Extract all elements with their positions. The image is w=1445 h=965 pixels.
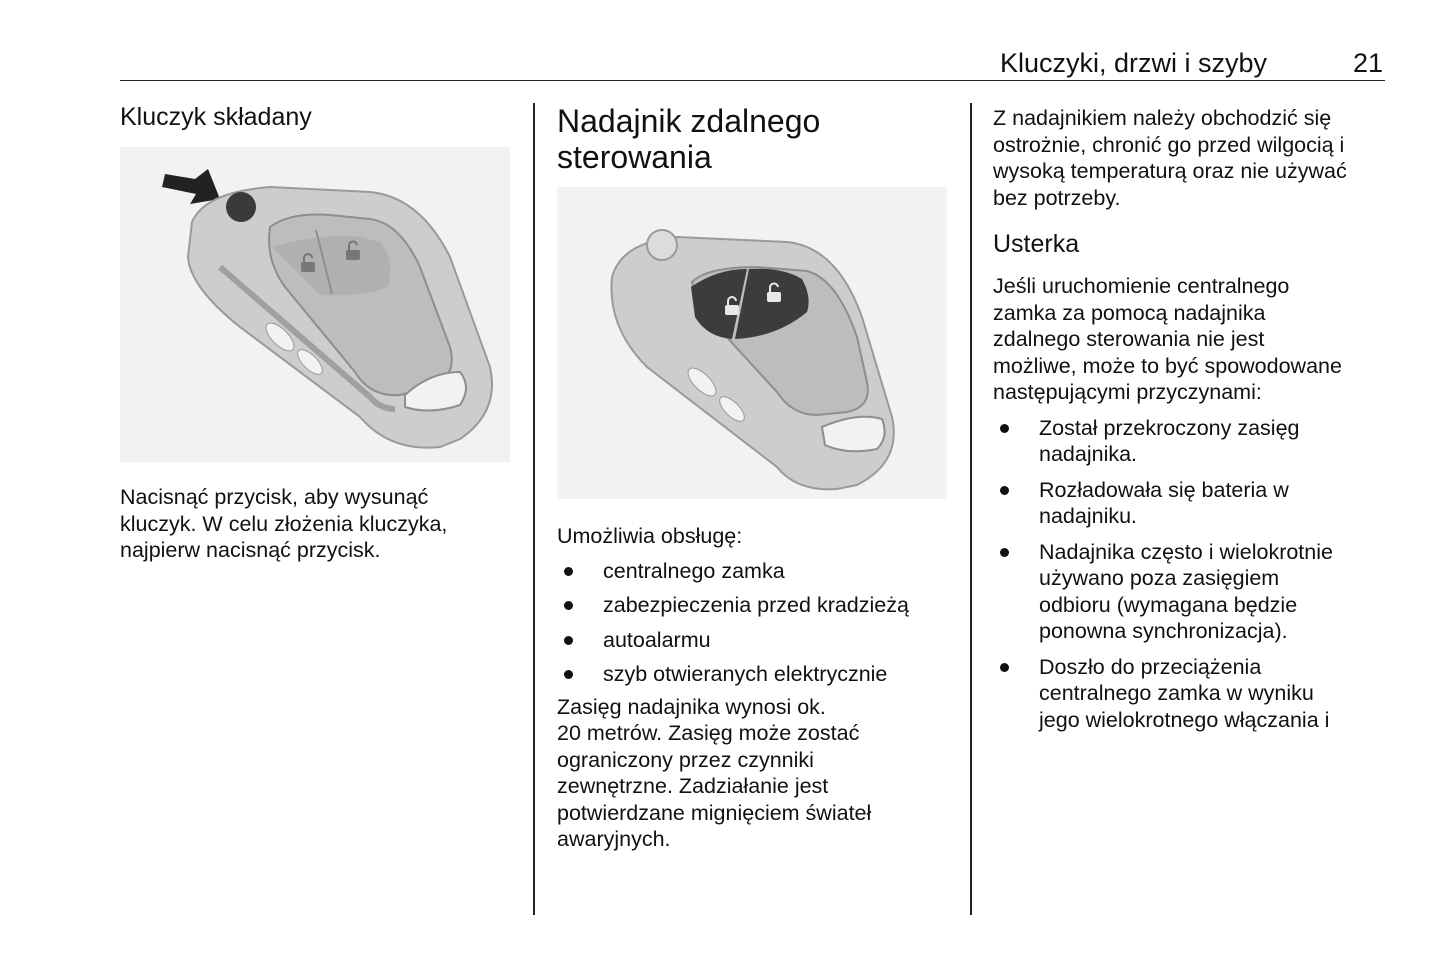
text-line: kluczyk. W celu złożenia kluczyka, (120, 511, 448, 536)
bullet-icon (1000, 486, 1009, 495)
running-header (120, 46, 1385, 81)
text-line: zamka za pomocą nadajnika (993, 300, 1266, 325)
bullet-icon (564, 670, 573, 679)
text-line: bez potrzeby. (993, 185, 1121, 210)
list-item: Doszło do przeciążenia centralnego zamka w wyniku jego wielokrotnego włączania i (993, 654, 1393, 734)
subheading-fault: Usterka (993, 230, 1080, 258)
fault-intro (993, 273, 1393, 406)
text-line: awaryjnych. (557, 827, 671, 851)
list-item: szyb otwieranych elektrycznie (557, 661, 952, 688)
text-line: możliwe, może to być spowodowane (993, 353, 1342, 378)
heading-line: sterowania (557, 139, 712, 175)
column-divider-2 (970, 103, 972, 915)
text-line: Nacisnąć przycisk, aby wysunąć (120, 485, 429, 509)
bullet-icon (1000, 548, 1009, 557)
remote-illustration (557, 187, 947, 499)
bullet-icon (564, 636, 573, 645)
text-line: ograniczony przez czynniki (557, 747, 814, 772)
heading-line: Nadajnik zdalnego (557, 103, 821, 139)
list-item: Został przekroczony zasięg nadajnika. (993, 415, 1393, 468)
list-item: Nadajnika często i wielokrotnie używano poza zasięgiem odbioru (wymagana będzie ponowna synchronizacja). (993, 539, 1393, 645)
release-button (226, 192, 256, 222)
folding-key-caption (120, 484, 520, 564)
functions-intro: Umożliwia obsługę: (557, 524, 743, 548)
bullet-icon (564, 601, 573, 610)
page-number: 21 (1352, 48, 1383, 78)
list-item: autoalarmu (557, 627, 952, 654)
folding-key-figure (120, 147, 510, 462)
functions-list (557, 558, 952, 688)
text-line: najpierw nacisnąć przycisk. (120, 538, 381, 562)
bullet-icon (1000, 663, 1009, 672)
range-paragraph (557, 694, 952, 853)
text-line: wysoką temperaturą oraz nie używać (993, 159, 1347, 183)
bullet-icon (564, 567, 573, 576)
text-line: ostrożnie, chronić go przed wilgocią i (993, 132, 1345, 157)
column-folding-key (120, 100, 520, 564)
text-line: Zasięg nadajnika wynosi ok. (557, 694, 826, 719)
section-heading-folding-key: Kluczyk składany (120, 103, 312, 131)
text-line: Z nadajnikiem należy obchodzić się (993, 106, 1332, 130)
fault-causes-list (993, 415, 1393, 734)
text-line: 20 metrów. Zasięg może zostać (557, 721, 860, 745)
column-care-and-faults (993, 100, 1393, 733)
list-item: centralnego zamka (557, 558, 952, 585)
arrow-icon (162, 169, 220, 204)
folding-key-illustration (120, 147, 510, 462)
list-item: zabezpieczenia przed kradzieżą (557, 592, 952, 619)
text-line: zewnętrzne. Zadziałanie jest (557, 774, 829, 798)
list-item: Rozładowała się bateria w nadajniku. (993, 477, 1393, 530)
care-paragraph (993, 105, 1393, 211)
section-heading-remote (557, 103, 952, 175)
text-line: następującymi przyczynami: (993, 380, 1262, 404)
remote-figure (557, 187, 947, 499)
text-line: potwierdzane mignięciem świateł (557, 800, 872, 825)
column-divider-1 (533, 103, 535, 915)
column-remote-control (557, 100, 952, 853)
bullet-icon (1000, 424, 1009, 433)
release-button (647, 230, 677, 260)
header-title: Kluczyki, drzwi i szyby (999, 48, 1267, 78)
text-line: Jeśli uruchomienie centralnego (993, 274, 1290, 298)
text-line: zdalnego sterowania nie jest (993, 327, 1265, 351)
